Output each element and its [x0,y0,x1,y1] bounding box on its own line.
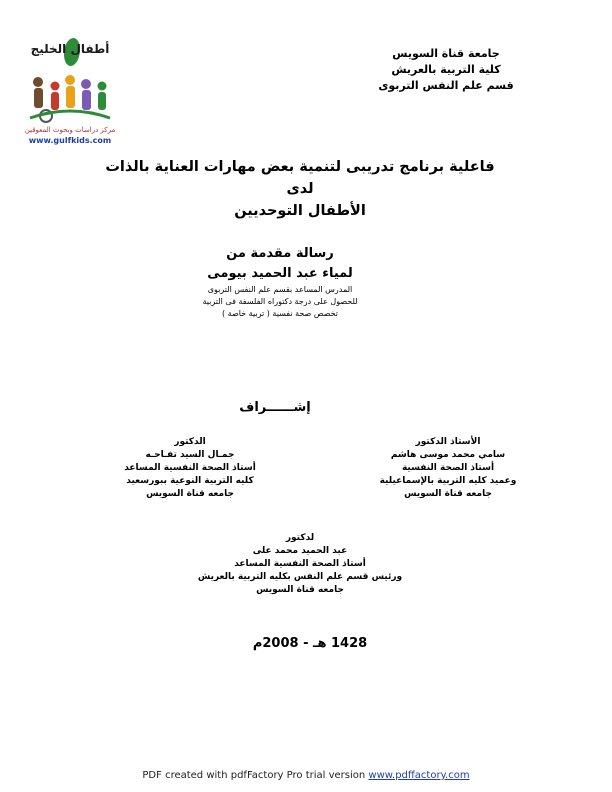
thesis-date: 1428 هـ - 2008م [252,636,368,651]
supervisor-rank: الأستاذ الدكتور [415,437,481,447]
department-name: قسم علم النفس التربوى [378,79,514,92]
logo-center-text: مركز دراسات وبحوث المعوقين [24,126,116,134]
title-line-2: الأطفال التوحديين [234,203,366,219]
pdf-footer [0,770,612,781]
candidate-block [150,244,410,320]
supervisor-name: جمـال السيد تفـاحـه [145,450,235,460]
candidate-name: لمياء عبد الحميد بيومى [207,266,353,281]
faculty-name: كلية التربية بالعريش [391,63,501,76]
supervisor-title: أستاذ الصحة النفسية المساعد [234,559,366,569]
supervisor-position: ورئيس قسم علم النفس بكليه التربية بالعريش [197,572,403,582]
supervisor-right [358,436,538,501]
supervisor-name: سامي محمد موسى هاشم [390,450,506,460]
supervisor-position: وعميد كليه التربية بالإسماعيلية [379,476,517,486]
specialty: تخصص صحة نفسية ( تربية خاصة ) [221,309,339,318]
supervision-heading: إشــــــراف [239,400,311,415]
supervisor-position: كليه التربية النوعية ببورسعيد [126,476,254,486]
logo-url: www.gulfkids.com [28,136,112,145]
degree-purpose: للحصول على درجة دكتوراه الفلسفة فى التربية [202,297,358,306]
supervisor-university: جامعه قناة السويس [404,489,492,499]
pdffactory-link[interactable]: www.pdffactory.com [368,770,470,781]
supervisor-university: جامعه قناة السويس [256,585,344,595]
supervisor-university: جامعه قناة السويس [146,489,234,499]
supervisor-center [190,532,410,597]
supervisor-left [90,436,290,501]
supervisor-title: أستاذ الصحة النفسية المساعد [124,463,256,473]
candidate-role: المدرس المساعد بقسم علم النفس التربوى [207,285,353,294]
logo-brand-text: أطفال الخليج [30,42,110,56]
supervisor-name: عبد الحميد محمد على [252,546,348,556]
thesis-title [90,156,510,222]
university-name: جامعة قناة السويس [392,47,500,60]
submitted-by-label: رسالة مقدمة من [226,246,334,261]
footer-text: PDF created with pdfFactory Pro trial version [142,770,369,781]
supervisor-rank: الدكتور [174,437,206,447]
institution-header [356,46,536,94]
supervisor-title: أستاذ الصحة النفسية [401,463,495,473]
title-line-1: فاعلية برنامج تدريبى لتنمية بعض مهارات العناية بالذات لدى [105,159,495,197]
family-figures-icon [28,74,112,124]
gulfkids-logo [14,30,126,150]
supervisor-rank: لدكتور [285,533,315,543]
